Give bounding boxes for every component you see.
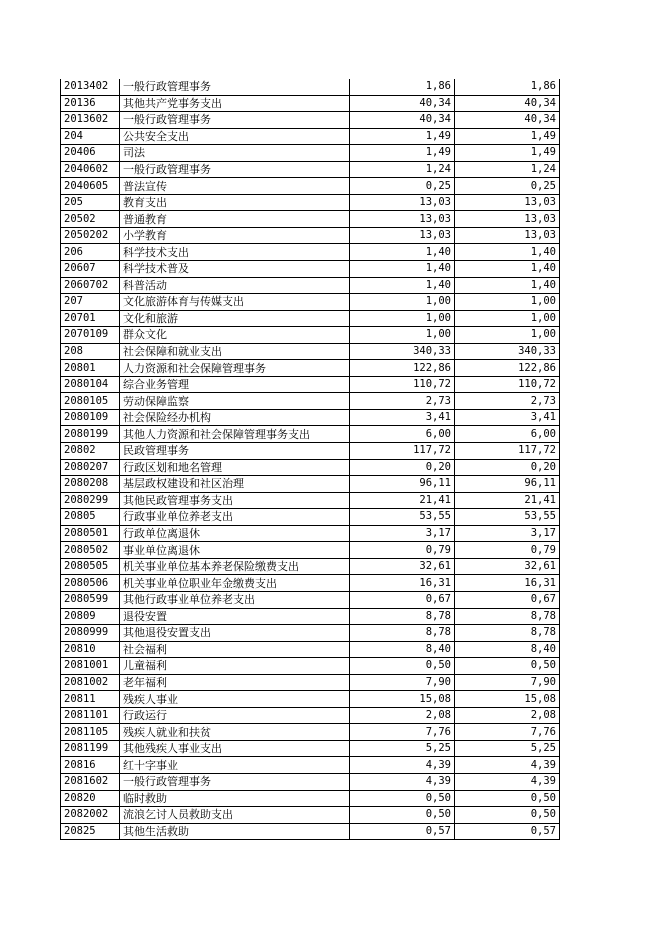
table-row	[61, 542, 560, 559]
row-amount-cell[interactable]: 0,25	[350, 178, 455, 195]
table-row	[61, 509, 560, 526]
row-code-cell[interactable]: 2080299	[61, 492, 120, 509]
row-amount-cell[interactable]: 3,41	[455, 409, 560, 426]
row-name-cell[interactable]: 其他生活救助	[120, 823, 350, 840]
row-name-cell[interactable]: 劳动保障监察	[120, 393, 350, 410]
row-code-cell[interactable]: 2013402	[61, 79, 120, 95]
row-amount-cell[interactable]: 15,08	[350, 691, 455, 708]
row-amount-cell[interactable]: 16,31	[455, 575, 560, 592]
row-code-cell[interactable]: 20701	[61, 310, 120, 327]
row-amount-cell[interactable]: 15,08	[455, 691, 560, 708]
row-amount-cell[interactable]: 21,41	[455, 492, 560, 509]
row-name-cell[interactable]: 民政管理事务	[120, 443, 350, 460]
row-code-cell[interactable]: 204	[61, 128, 120, 145]
row-amount-cell[interactable]: 110,72	[455, 376, 560, 393]
row-amount-cell[interactable]: 96,11	[455, 476, 560, 493]
row-code-cell[interactable]: 2082002	[61, 807, 120, 824]
row-name-cell[interactable]: 行政区划和地名管理	[120, 459, 350, 476]
table-row	[61, 128, 560, 145]
row-name-cell[interactable]: 小学教育	[120, 227, 350, 244]
row-amount-cell[interactable]: 16,31	[350, 575, 455, 592]
row-amount-cell[interactable]: 0,50	[455, 658, 560, 675]
row-amount-cell[interactable]: 40,34	[350, 112, 455, 129]
table-row	[61, 492, 560, 509]
table-row	[61, 476, 560, 493]
row-code-cell[interactable]: 20810	[61, 641, 120, 658]
row-amount-cell[interactable]: 0,50	[350, 658, 455, 675]
row-amount-cell[interactable]: 32,61	[350, 558, 455, 575]
row-code-cell[interactable]: 2081105	[61, 724, 120, 741]
table-row	[61, 261, 560, 278]
row-name-cell[interactable]: 行政运行	[120, 707, 350, 724]
row-amount-cell[interactable]: 21,41	[350, 492, 455, 509]
row-amount-cell[interactable]: 1,49	[455, 128, 560, 145]
table-row	[61, 674, 560, 691]
row-code-cell[interactable]: 20136	[61, 95, 120, 112]
row-code-cell[interactable]: 2081002	[61, 674, 120, 691]
row-name-cell[interactable]: 残疾人事业	[120, 691, 350, 708]
row-code-cell[interactable]: 2040602	[61, 161, 120, 178]
table-row	[61, 211, 560, 228]
row-amount-cell[interactable]: 32,61	[455, 558, 560, 575]
row-amount-cell[interactable]: 7,90	[350, 674, 455, 691]
row-name-cell[interactable]: 其他人力资源和社会保障管理事务支出	[120, 426, 350, 443]
row-amount-cell[interactable]: 2,08	[455, 707, 560, 724]
row-amount-cell[interactable]: 0,50	[455, 807, 560, 824]
row-name-cell[interactable]: 行政单位离退休	[120, 525, 350, 542]
row-amount-cell[interactable]: 1,24	[350, 161, 455, 178]
row-name-cell[interactable]: 退役安置	[120, 608, 350, 625]
row-name-cell[interactable]: 基层政权建设和社区治理	[120, 476, 350, 493]
row-code-cell[interactable]: 20816	[61, 757, 120, 774]
row-amount-cell[interactable]: 8,78	[455, 625, 560, 642]
row-amount-cell[interactable]: 8,40	[350, 641, 455, 658]
row-amount-cell[interactable]: 4,39	[455, 757, 560, 774]
table-row	[61, 807, 560, 824]
table-row	[61, 310, 560, 327]
row-amount-cell[interactable]: 0,20	[455, 459, 560, 476]
row-name-cell[interactable]: 临时救助	[120, 790, 350, 807]
row-name-cell[interactable]: 公共安全支出	[120, 128, 350, 145]
row-name-cell[interactable]: 社会福利	[120, 641, 350, 658]
row-code-cell[interactable]: 2080505	[61, 558, 120, 575]
row-amount-cell[interactable]: 4,39	[455, 773, 560, 790]
row-name-cell[interactable]: 司法	[120, 145, 350, 162]
row-name-cell[interactable]: 流浪乞讨人员救助支出	[120, 807, 350, 824]
row-amount-cell[interactable]: 8,78	[455, 608, 560, 625]
row-name-cell[interactable]: 科普活动	[120, 277, 350, 294]
row-name-cell[interactable]: 一般行政管理事务	[120, 112, 350, 129]
table-row	[61, 112, 560, 129]
row-amount-cell[interactable]: 40,34	[455, 112, 560, 129]
table-row	[61, 443, 560, 460]
row-code-cell[interactable]: 2081602	[61, 773, 120, 790]
row-name-cell[interactable]: 文化和旅游	[120, 310, 350, 327]
row-amount-cell[interactable]: 13,03	[350, 194, 455, 211]
row-amount-cell[interactable]: 13,03	[350, 211, 455, 228]
table-row	[61, 79, 560, 95]
row-amount-cell[interactable]: 0,20	[350, 459, 455, 476]
row-code-cell[interactable]: 2013602	[61, 112, 120, 129]
row-amount-cell[interactable]: 0,79	[350, 542, 455, 559]
row-name-cell[interactable]: 机关事业单位职业年金缴费支出	[120, 575, 350, 592]
row-name-cell[interactable]: 社会保险经办机构	[120, 409, 350, 426]
row-amount-cell[interactable]: 4,39	[350, 757, 455, 774]
row-amount-cell[interactable]: 7,76	[350, 724, 455, 741]
row-amount-cell[interactable]: 4,39	[350, 773, 455, 790]
row-amount-cell[interactable]: 117,72	[455, 443, 560, 460]
row-name-cell[interactable]: 红十字事业	[120, 757, 350, 774]
row-amount-cell[interactable]: 0,50	[350, 807, 455, 824]
table-row	[61, 558, 560, 575]
row-name-cell[interactable]: 其他残疾人事业支出	[120, 740, 350, 757]
row-code-cell[interactable]: 2060702	[61, 277, 120, 294]
row-code-cell[interactable]: 2080104	[61, 376, 120, 393]
row-name-cell[interactable]: 科学技术普及	[120, 261, 350, 278]
row-code-cell[interactable]: 2070109	[61, 327, 120, 344]
row-name-cell[interactable]: 其他行政事业单位养老支出	[120, 591, 350, 608]
row-amount-cell[interactable]: 13,03	[455, 227, 560, 244]
row-name-cell[interactable]: 一般行政管理事务	[120, 161, 350, 178]
row-code-cell[interactable]: 208	[61, 343, 120, 360]
row-name-cell[interactable]: 行政事业单位养老支出	[120, 509, 350, 526]
row-amount-cell[interactable]: 8,40	[455, 641, 560, 658]
row-code-cell[interactable]: 2050202	[61, 227, 120, 244]
row-amount-cell[interactable]: 13,03	[455, 194, 560, 211]
table-row	[61, 691, 560, 708]
row-amount-cell[interactable]: 340,33	[455, 343, 560, 360]
row-code-cell[interactable]: 2080599	[61, 591, 120, 608]
table-row	[61, 823, 560, 840]
row-name-cell[interactable]: 其他民政管理事务支出	[120, 492, 350, 509]
row-amount-cell[interactable]: 122,86	[350, 360, 455, 377]
row-code-cell[interactable]: 20809	[61, 608, 120, 625]
row-code-cell[interactable]: 2080502	[61, 542, 120, 559]
row-amount-cell[interactable]: 0,50	[350, 790, 455, 807]
row-amount-cell[interactable]: 3,17	[455, 525, 560, 542]
row-amount-cell[interactable]: 1,49	[350, 128, 455, 145]
row-amount-cell[interactable]: 6,00	[455, 426, 560, 443]
table-row	[61, 227, 560, 244]
row-code-cell[interactable]: 20805	[61, 509, 120, 526]
row-amount-cell[interactable]: 0,25	[455, 178, 560, 195]
row-code-cell[interactable]: 20811	[61, 691, 120, 708]
row-amount-cell[interactable]: 8,78	[350, 608, 455, 625]
row-amount-cell[interactable]: 8,78	[350, 625, 455, 642]
row-amount-cell[interactable]: 110,72	[350, 376, 455, 393]
row-amount-cell[interactable]: 1,49	[455, 145, 560, 162]
row-amount-cell[interactable]: 1,40	[350, 244, 455, 261]
table-row	[61, 575, 560, 592]
table-row	[61, 641, 560, 658]
row-amount-cell[interactable]: 3,41	[350, 409, 455, 426]
table-row	[61, 294, 560, 311]
table-row	[61, 608, 560, 625]
table-row	[61, 459, 560, 476]
table-row	[61, 426, 560, 443]
row-name-cell[interactable]: 儿童福利	[120, 658, 350, 675]
row-name-cell[interactable]: 社会保障和就业支出	[120, 343, 350, 360]
row-code-cell[interactable]: 2080199	[61, 426, 120, 443]
table-row	[61, 178, 560, 195]
table-row	[61, 625, 560, 642]
table-row	[61, 525, 560, 542]
row-code-cell[interactable]: 2081199	[61, 740, 120, 757]
row-amount-cell[interactable]: 1,86	[350, 79, 455, 95]
row-amount-cell[interactable]: 6,00	[350, 426, 455, 443]
row-amount-cell[interactable]: 0,57	[455, 823, 560, 840]
row-name-cell[interactable]: 普通教育	[120, 211, 350, 228]
table-row	[61, 773, 560, 790]
row-code-cell[interactable]: 2080501	[61, 525, 120, 542]
row-code-cell[interactable]: 2080207	[61, 459, 120, 476]
row-amount-cell[interactable]: 1,24	[455, 161, 560, 178]
row-amount-cell[interactable]: 7,90	[455, 674, 560, 691]
table-row	[61, 707, 560, 724]
row-name-cell[interactable]: 其他共产党事务支出	[120, 95, 350, 112]
row-amount-cell[interactable]: 1,40	[350, 261, 455, 278]
row-amount-cell[interactable]: 7,76	[455, 724, 560, 741]
row-amount-cell[interactable]: 1,40	[455, 244, 560, 261]
table-row	[61, 658, 560, 675]
table-row	[61, 740, 560, 757]
row-amount-cell[interactable]: 53,55	[455, 509, 560, 526]
row-code-cell[interactable]: 20801	[61, 360, 120, 377]
row-code-cell[interactable]: 2080208	[61, 476, 120, 493]
table-row	[61, 393, 560, 410]
row-name-cell[interactable]: 人力资源和社会保障管理事务	[120, 360, 350, 377]
table-row	[61, 790, 560, 807]
row-amount-cell[interactable]: 2,73	[455, 393, 560, 410]
row-name-cell[interactable]: 一般行政管理事务	[120, 773, 350, 790]
row-code-cell[interactable]: 20820	[61, 790, 120, 807]
row-code-cell[interactable]: 2040605	[61, 178, 120, 195]
row-amount-cell[interactable]: 1,40	[350, 277, 455, 294]
row-amount-cell[interactable]: 0,79	[455, 542, 560, 559]
row-amount-cell[interactable]: 3,17	[350, 525, 455, 542]
row-name-cell[interactable]: 老年福利	[120, 674, 350, 691]
table-row	[61, 327, 560, 344]
row-code-cell[interactable]: 20406	[61, 145, 120, 162]
row-code-cell[interactable]: 2080109	[61, 409, 120, 426]
table-row	[61, 409, 560, 426]
row-code-cell[interactable]: 207	[61, 294, 120, 311]
table-row	[61, 161, 560, 178]
table-row	[61, 591, 560, 608]
row-code-cell[interactable]: 2080999	[61, 625, 120, 642]
row-code-cell[interactable]: 20802	[61, 443, 120, 460]
row-amount-cell[interactable]: 40,34	[350, 95, 455, 112]
row-code-cell[interactable]: 2081001	[61, 658, 120, 675]
row-name-cell[interactable]: 群众文化	[120, 327, 350, 344]
row-amount-cell[interactable]: 1,86	[455, 79, 560, 95]
row-name-cell[interactable]: 其他退役安置支出	[120, 625, 350, 642]
table-row	[61, 95, 560, 112]
row-amount-cell[interactable]: 1,00	[350, 310, 455, 327]
row-name-cell[interactable]: 文化旅游体育与传媒支出	[120, 294, 350, 311]
row-amount-cell[interactable]: 13,03	[350, 227, 455, 244]
row-amount-cell[interactable]: 53,55	[350, 509, 455, 526]
row-code-cell[interactable]: 205	[61, 194, 120, 211]
row-amount-cell[interactable]: 2,73	[350, 393, 455, 410]
row-amount-cell[interactable]: 1,40	[455, 277, 560, 294]
table-row	[61, 277, 560, 294]
row-code-cell[interactable]: 2080506	[61, 575, 120, 592]
row-amount-cell[interactable]: 1,00	[455, 327, 560, 344]
row-amount-cell[interactable]: 0,50	[455, 790, 560, 807]
row-amount-cell[interactable]: 122,86	[455, 360, 560, 377]
row-name-cell[interactable]: 科学技术支出	[120, 244, 350, 261]
row-code-cell[interactable]: 2081101	[61, 707, 120, 724]
table-row	[61, 757, 560, 774]
row-name-cell[interactable]: 普法宣传	[120, 178, 350, 195]
row-code-cell[interactable]: 20607	[61, 261, 120, 278]
row-amount-cell[interactable]: 2,08	[350, 707, 455, 724]
row-amount-cell[interactable]: 1,00	[455, 294, 560, 311]
row-code-cell[interactable]: 20825	[61, 823, 120, 840]
row-amount-cell[interactable]: 1,49	[350, 145, 455, 162]
row-amount-cell[interactable]: 1,40	[455, 261, 560, 278]
row-name-cell[interactable]: 一般行政管理事务	[120, 79, 350, 95]
table-row	[61, 244, 560, 261]
row-amount-cell[interactable]: 5,25	[350, 740, 455, 757]
row-amount-cell[interactable]: 1,00	[350, 294, 455, 311]
table-row	[61, 194, 560, 211]
table-row	[61, 376, 560, 393]
table-row	[61, 343, 560, 360]
row-code-cell[interactable]: 206	[61, 244, 120, 261]
table-row	[61, 145, 560, 162]
row-name-cell[interactable]: 教育支出	[120, 194, 350, 211]
row-amount-cell[interactable]: 0,67	[455, 591, 560, 608]
row-amount-cell[interactable]: 40,34	[455, 95, 560, 112]
row-amount-cell[interactable]: 117,72	[350, 443, 455, 460]
table-row	[61, 360, 560, 377]
row-name-cell[interactable]: 综合业务管理	[120, 376, 350, 393]
row-amount-cell[interactable]: 340,33	[350, 343, 455, 360]
row-name-cell[interactable]: 事业单位离退休	[120, 542, 350, 559]
row-amount-cell[interactable]: 1,00	[350, 327, 455, 344]
row-amount-cell[interactable]: 5,25	[455, 740, 560, 757]
row-code-cell[interactable]: 2080105	[61, 393, 120, 410]
row-code-cell[interactable]: 20502	[61, 211, 120, 228]
budget-table-body	[61, 79, 560, 840]
row-amount-cell[interactable]: 96,11	[350, 476, 455, 493]
row-name-cell[interactable]: 机关事业单位基本养老保险缴费支出	[120, 558, 350, 575]
row-amount-cell[interactable]: 0,67	[350, 591, 455, 608]
row-amount-cell[interactable]: 1,00	[455, 310, 560, 327]
table-row	[61, 724, 560, 741]
row-name-cell[interactable]: 残疾人就业和扶贫	[120, 724, 350, 741]
row-amount-cell[interactable]: 0,57	[350, 823, 455, 840]
row-amount-cell[interactable]: 13,03	[455, 211, 560, 228]
budget-table	[60, 79, 560, 840]
